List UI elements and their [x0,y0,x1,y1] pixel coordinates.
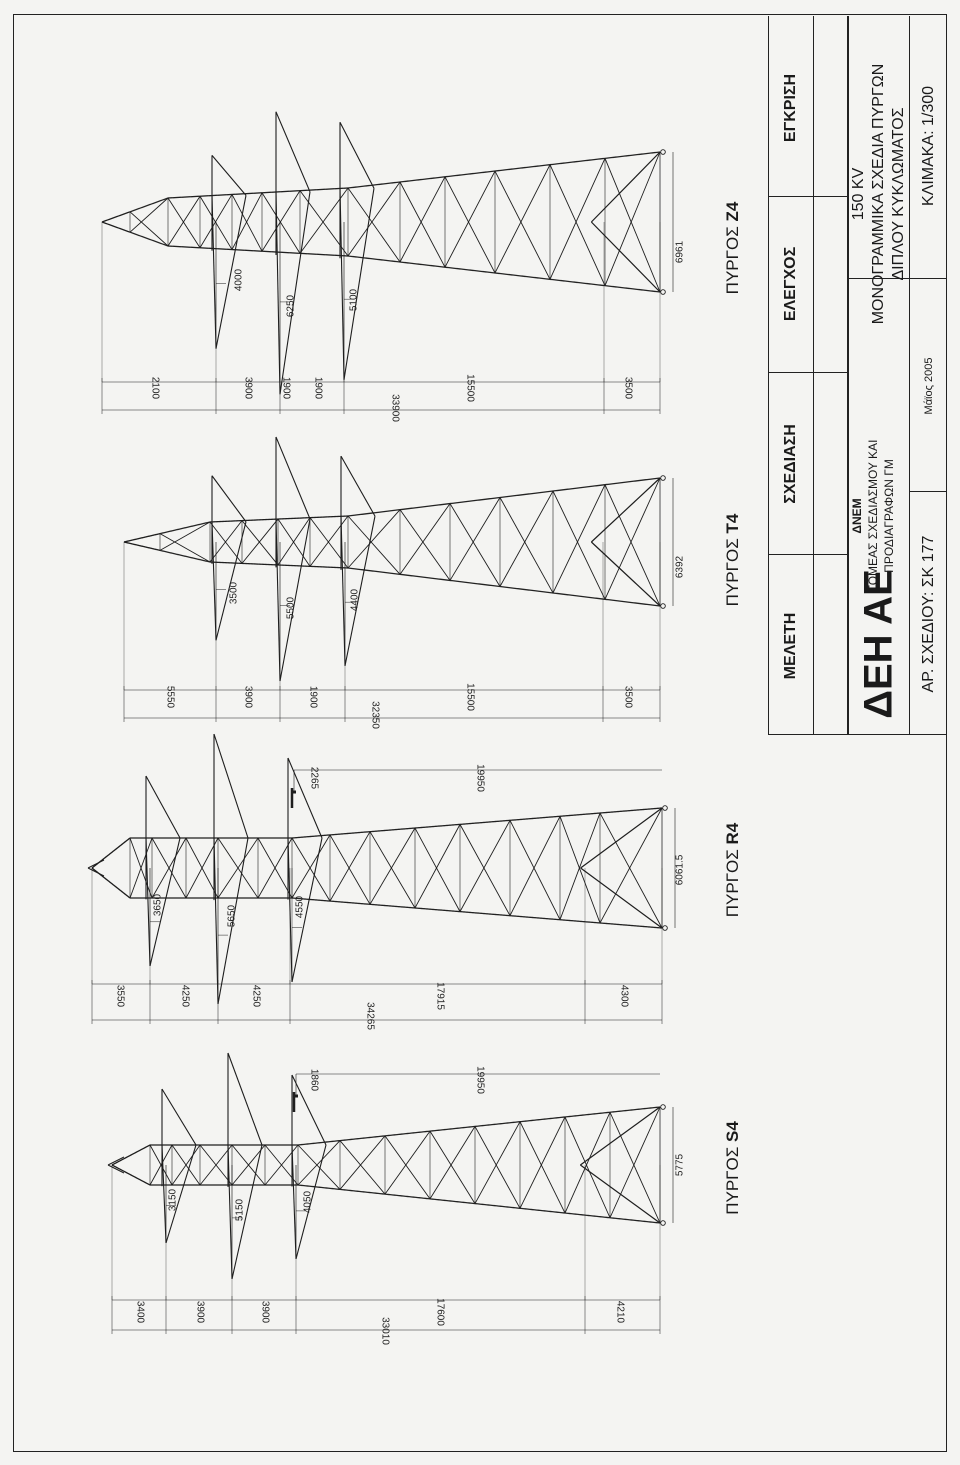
r4-anchor-bolt [663,926,668,931]
r4-peak [88,868,104,876]
t4-brace [500,491,553,586]
s4-brace [610,1107,660,1218]
z4-seg-3: 1900 [280,376,292,400]
s4-crossarm [228,1053,262,1145]
z4-brace [262,191,300,252]
r4-crossarm [146,838,150,966]
t4-seg-4: 15500 [464,683,476,711]
t4-seg-3: 1900 [307,685,319,709]
t4-seg-1: 5550 [164,685,176,709]
z4-crossarm [340,188,344,380]
t4-arm-2: 5500 [285,596,297,620]
s4-seg-4: 17600 [434,1298,446,1326]
s4-brace [565,1117,610,1218]
s4-earth-offset: 1860 [308,1068,320,1092]
z4-brace [495,171,550,279]
z4-base-k [591,222,660,292]
s4-seg-2: 3900 [194,1300,206,1324]
z4-brace [262,193,300,254]
r4-brace [370,828,415,904]
r4-seg-2: 4250 [179,984,191,1008]
z4-brace [102,212,130,222]
s4-brace [520,1117,565,1208]
z4-arm-3: 5100 [348,288,360,312]
title-voltage: 150 KV [850,167,867,221]
tower-caption-t4: ΠΥΡΓΟΣ T4 [723,513,742,607]
r4-base-width: 6061.5 [674,854,686,886]
t4-brace [124,534,160,542]
z4-brace [605,152,660,286]
tower-caption-s4: ΠΥΡΓΟΣ S4 [723,1121,742,1215]
z4-base-k [591,152,660,222]
t4-brace [242,519,278,563]
z4-brace [130,212,168,246]
drawing-scale: ΚΛΙΜΑΚΑ: 1/300 [920,85,937,207]
r4-arm-3: 4550 [294,895,306,919]
s4-brace [340,1136,385,1190]
title-line-2: ΔΙΠΛΟΥ ΚΥΚΛΩΜΑΤΟΣ [890,107,907,281]
z4-brace [550,158,605,279]
t4-brace [553,485,605,593]
s4-brace [298,1141,340,1185]
t4-crossarm [341,456,375,516]
s4-base-k [580,1165,660,1223]
r4-brace [510,816,560,915]
z4-crossarm [344,188,374,380]
r4-crossarm [214,734,248,838]
s4-brace [565,1112,610,1213]
t4-brace [500,497,553,592]
s4-peak [108,1157,124,1165]
z4-anchor-bolt [661,150,666,155]
r4-arm-2: 5650 [226,904,238,928]
r4-brace [560,813,600,920]
s4-base-width: 5775 [674,1153,686,1177]
t4-arm-1: 3500 [228,581,240,605]
z4-seg-6: 3500 [622,376,634,400]
t4-brace [160,522,210,550]
s4-ground-height: 19950 [474,1066,486,1094]
z4-brace [400,177,445,262]
s4-brace [112,1165,150,1185]
z4-crossarm [212,155,246,195]
s4-arm-3: 4050 [302,1190,314,1214]
r4-seg-1: 3550 [114,984,126,1008]
t4-brace [553,491,605,599]
t4-base-k [591,542,660,606]
dept-line-2: ΤΟΜΕΑΣ ΣΧΕΔΙΑΣΜΟΥ ΚΑΙ [866,439,880,593]
s4-seg-5: 4210 [614,1300,626,1324]
s4-base-k [580,1107,660,1165]
t4-brace [450,497,500,580]
r4-base-k [581,868,662,928]
z4-arm-2: 6250 [285,294,297,318]
t4-anchor-bolt [661,604,666,609]
tower-caption-r4: ΠΥΡΓΟΣ R4 [723,822,742,918]
drawing-date: Μάϊος 2005 [923,357,935,415]
s4-arm-2: 5150 [234,1198,246,1222]
s4-brace [112,1145,150,1165]
z4-crossarm [280,192,310,394]
r4-brace [415,824,460,908]
z4-base-width: 6961 [674,240,686,264]
t4-brace [278,518,310,565]
t4-elevation [124,437,665,681]
s4-brace [430,1131,475,1203]
r4-seg-3: 4250 [250,984,262,1008]
z4-brace [605,158,660,292]
r4-crossarm [146,776,180,838]
z4-brace [168,196,200,246]
t4-brace [400,504,450,575]
t4-seg-5: 3500 [622,685,634,709]
t4-total-height: 32350 [369,701,381,729]
t4-crossarm [276,437,310,519]
s4-brace [475,1122,520,1204]
s4-brace [298,1145,340,1189]
r4-brace [460,820,510,911]
z4-arm-1: 4000 [233,268,245,292]
t4-brace [124,542,160,550]
t4-crossarm [212,476,246,522]
s4-brace [475,1126,520,1208]
t4-anchor-bolt [661,476,666,481]
drawing-number: ΑΡ. ΣΧΕΔΙΟΥ: ΣΚ 177 [920,535,937,693]
z4-brace [495,165,550,273]
r4-elevation [88,734,667,1004]
title-line-1: ΜΟΝΟΓΡΑΜΜΙΚΑ ΣΧΕΔΙΑ ΠΥΡΓΩΝ [870,63,887,325]
t4-base-k [591,478,660,542]
r4-brace [330,832,370,901]
z4-brace [445,177,495,273]
s4-arm-1: 3150 [167,1188,179,1212]
z4-brace [348,182,400,256]
z4-brace [550,165,605,286]
z4-brace [102,222,130,232]
col-approval: ΕΓΚΡΙΣΗ [782,73,799,143]
t4-brace [160,534,210,562]
z4-anchor-bolt [661,290,666,295]
r4-brace [510,820,560,919]
z4-elevation [102,112,665,394]
s4-peak [108,1165,124,1173]
s4-brace [520,1122,565,1213]
s4-crossarm [162,1089,196,1145]
r4-peak [88,860,104,868]
dept-line-1: ΔΝΕΜ [850,498,864,534]
z4-seg-1: 2100 [149,376,161,400]
t4-brace [242,521,278,565]
s4-crossarm [292,1145,296,1259]
s4-brace [385,1136,430,1199]
s4-brace [610,1112,660,1223]
z4-crossarm [276,112,310,192]
z4-seg-2: 3900 [242,376,254,400]
z4-seg-5: 15500 [464,374,476,402]
t4-crossarm [212,522,216,641]
r4-brace [370,832,415,908]
dept-line-3: ΠΡΟΔΙΑΓΡΑΦΩΝ ΓΜ [882,459,896,573]
s4-brace [430,1126,475,1198]
z4-brace [168,198,200,248]
t4-seg-2: 3900 [242,685,254,709]
t4-brace [450,504,500,587]
r4-anchor-bolt [663,806,668,811]
r4-crossarm [214,838,218,1004]
z4-crossarm [340,122,374,188]
s4-brace [340,1141,385,1195]
z4-seg-4: 1900 [312,376,324,400]
t4-brace [400,510,450,581]
s4-elevation [108,1053,665,1279]
s4-total-height: 33010 [379,1317,391,1345]
z4-crossarm [276,192,280,394]
r4-seg-4: 17915 [434,982,446,1010]
company-name: ΔΕΗ ΑΕ [856,569,901,719]
s4-seg-3: 3900 [259,1300,271,1324]
s4-seg-1: 3400 [134,1300,146,1324]
s4-anchor-bolt [661,1105,666,1110]
r4-brace [460,824,510,915]
t4-brace [348,516,400,574]
tower-caption-z4: ΠΥΡΓΟΣ Z4 [723,201,742,295]
col-study: ΜΕΛΕΤΗ [782,612,799,680]
s4-anchor-bolt [661,1221,666,1226]
r4-brace [330,835,370,904]
col-design: ΣΧΕΔΙΑΣΗ [782,424,799,504]
t4-crossarm [341,516,345,666]
r4-total-height: 34265 [364,1002,376,1030]
r4-seg-5: 4300 [618,984,630,1008]
s4-height-dimension [112,1074,673,1334]
z4-total-height: 33900 [389,394,401,422]
z4-brace [445,171,495,267]
r4-base-k [581,808,662,868]
z4-crossarm [212,195,216,348]
r4-arm-1: 3650 [152,893,164,917]
z4-brace [348,188,400,262]
t4-arm-3: 4400 [349,588,361,612]
col-check: ΕΛΕΓΧΟΣ [782,246,799,322]
z4-brace [400,182,445,267]
r4-ground-height: 19950 [474,764,486,792]
z4-brace [130,198,168,232]
s4-crossarm [228,1145,232,1279]
r4-brace [560,816,600,923]
r4-earth-offset: 2265 [308,766,320,790]
r4-brace [415,828,460,912]
t4-base-width: 6392 [674,555,686,579]
s4-brace [385,1131,430,1194]
